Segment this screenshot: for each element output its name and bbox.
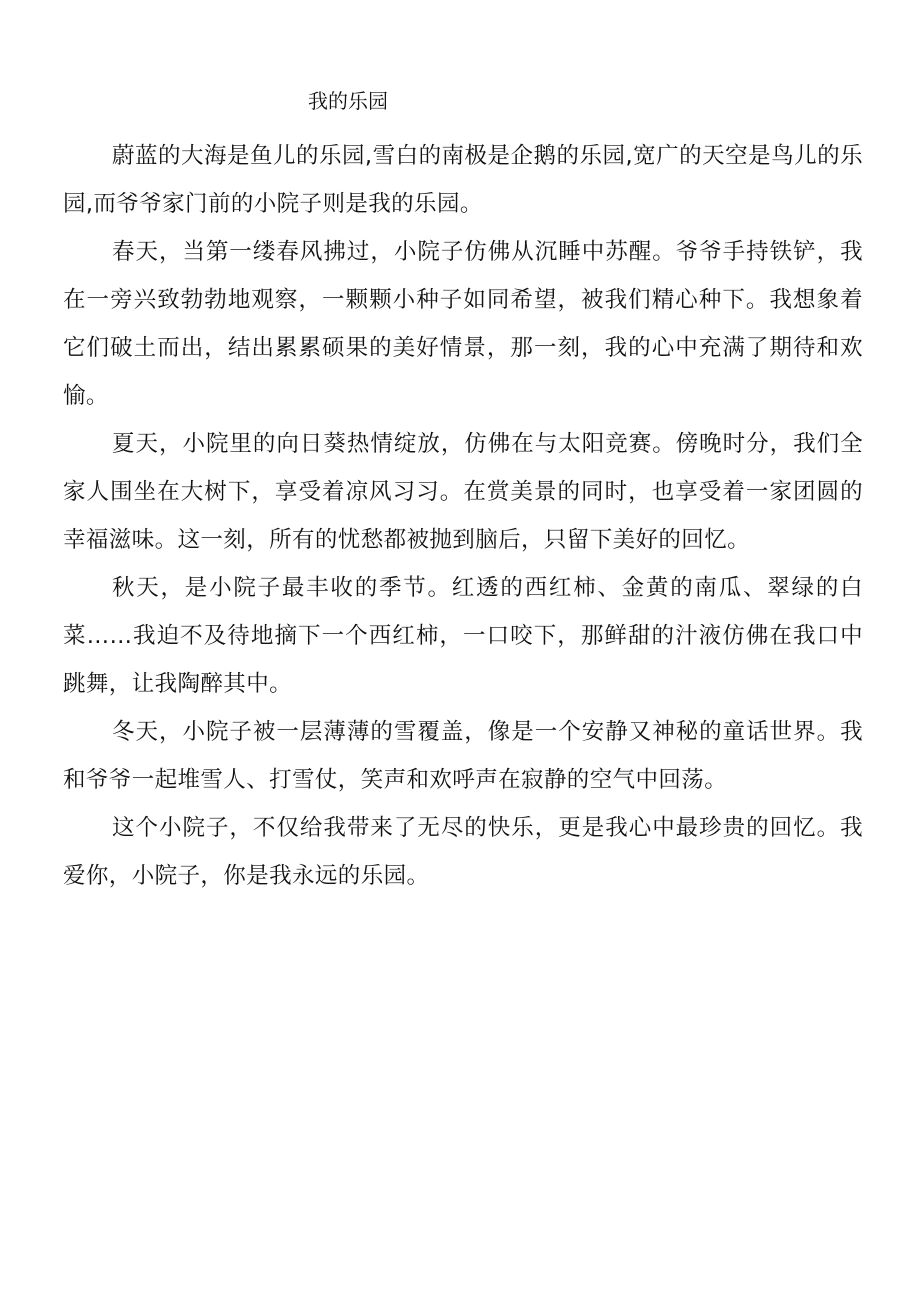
paragraph-autumn: 秋天，是小院子最丰收的季节。红透的西红柿、金黄的南瓜、翠绿的白菜……我迫不及待地摘下一个西红柿，一口咬下，那鲜甜的汁液仿佛在我口中跳舞，让我陶醉其中。 xyxy=(63,575,863,697)
paragraph-summer: 夏天，小院里的向日葵热情绽放，仿佛在与太阳竞赛。傍晚时分，我们全家人围坐在大树下，享受着凉风习习。在赏美景的同时，也享受着一家团圆的幸福滋味。这一刻，所有的忧愁都被抛到脑后，只留下美好的回忆。 xyxy=(63,431,863,553)
essay-body xyxy=(63,132,863,900)
essay-title: 我的乐园 xyxy=(308,89,388,113)
paragraph-conclusion: 这个小院子，不仅给我带来了无尽的快乐，更是我心中最珍贵的回忆。我爱你，小院子，你是我永远的乐园。 xyxy=(63,815,863,889)
paragraph-spring: 春天，当第一缕春风拂过，小院子仿佛从沉睡中苏醒。爷爷手持铁铲，我在一旁兴致勃勃地观察，一颗颗小种子如同希望，被我们精心种下。我想象着它们破土而出，结出累累硕果的美好情景，那一刻，我的心中充满了期待和欢愉。 xyxy=(63,239,863,409)
paragraph-intro: 蔚蓝的大海是鱼儿的乐园,雪白的南极是企鹅的乐园,宽广的天空是鸟儿的乐园,而爷爷家门前的小院子则是我的乐园。 xyxy=(63,143,863,217)
paragraph-winter: 冬天，小院子被一层薄薄的雪覆盖，像是一个安静又神秘的童话世界。我和爷爷一起堆雪人、打雪仗，笑声和欢呼声在寂静的空气中回荡。 xyxy=(63,719,863,793)
